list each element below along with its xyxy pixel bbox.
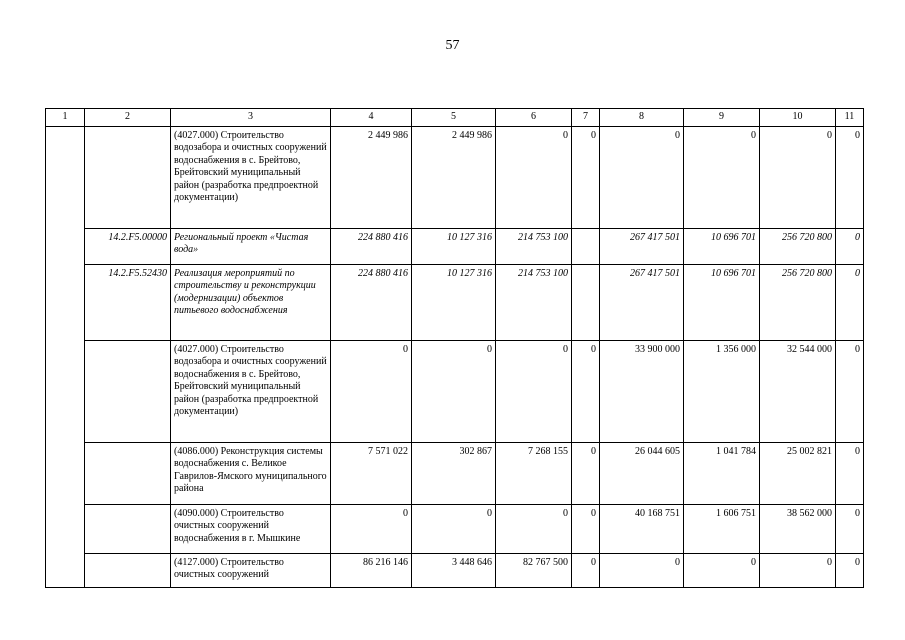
value-cell-9: 1 041 784: [684, 442, 760, 504]
value-cell-9: 1 356 000: [684, 340, 760, 442]
value-cell-9: 1 606 751: [684, 504, 760, 553]
value-cell-11: 0: [836, 504, 864, 553]
value-cell-6: 7 268 155: [496, 442, 572, 504]
value-cell-7: 0: [572, 442, 600, 504]
description-cell: (4027.000) Строительство водозабора и очистных сооружений водоснабжения в с. Брейтово, Брейтовский муниципальный район (разработка предпроектной документации): [171, 126, 331, 228]
value-cell-4: 224 880 416: [331, 228, 412, 264]
table-row: [46, 553, 864, 587]
code-cell: 14.2.F5.00000: [85, 228, 171, 264]
value-cell-8: 33 900 000: [600, 340, 684, 442]
value-cell-9: 10 696 701: [684, 264, 760, 340]
value-cell-11: 0: [836, 340, 864, 442]
value-cell-8: 0: [600, 553, 684, 587]
value-cell-7: 0: [572, 504, 600, 553]
value-cell-8: 40 168 751: [600, 504, 684, 553]
value-cell-9: 0: [684, 126, 760, 228]
code-cell: [85, 340, 171, 442]
column-header-9: 9: [684, 109, 760, 127]
description-cell: (4090.000) Строительство очистных сооружений водоснабжения в г. Мышкине: [171, 504, 331, 553]
code-cell: [85, 126, 171, 228]
table-row: [46, 504, 864, 553]
table-row: [46, 264, 864, 340]
column-header-2: 2: [85, 109, 171, 127]
value-cell-6: 0: [496, 504, 572, 553]
column-header-10: 10: [760, 109, 836, 127]
description-cell: (4027.000) Строительство водозабора и очистных сооружений водоснабжения в с. Брейтово, Брейтовский муниципальный район (разработка предпроектной документации): [171, 340, 331, 442]
value-cell-10: 32 544 000: [760, 340, 836, 442]
value-cell-10: 0: [760, 553, 836, 587]
value-cell-8: 26 044 605: [600, 442, 684, 504]
value-cell-10: 256 720 800: [760, 228, 836, 264]
value-cell-7: 0: [572, 340, 600, 442]
value-cell-5: 10 127 316: [412, 228, 496, 264]
value-cell-11: 0: [836, 126, 864, 228]
description-cell: (4086.000) Реконструкция системы водоснабжения с. Великое Гаврилов-Ямского муниципального района: [171, 442, 331, 504]
row-number-cell: [46, 126, 85, 587]
value-cell-5: 10 127 316: [412, 264, 496, 340]
column-header-6: 6: [496, 109, 572, 127]
value-cell-4: 7 571 022: [331, 442, 412, 504]
value-cell-6: 214 753 100: [496, 228, 572, 264]
value-cell-10: 25 002 821: [760, 442, 836, 504]
value-cell-4: 2 449 986: [331, 126, 412, 228]
value-cell-7: [572, 264, 600, 340]
value-cell-9: 0: [684, 553, 760, 587]
value-cell-5: 2 449 986: [412, 126, 496, 228]
code-cell: 14.2.F5.52430: [85, 264, 171, 340]
value-cell-10: 38 562 000: [760, 504, 836, 553]
value-cell-4: 0: [331, 504, 412, 553]
code-cell: [85, 553, 171, 587]
column-header-11: 11: [836, 109, 864, 127]
value-cell-9: 10 696 701: [684, 228, 760, 264]
budget-table: [45, 108, 864, 588]
table-row: [46, 126, 864, 228]
description-cell: Региональный проект «Чистая вода»: [171, 228, 331, 264]
column-header-4: 4: [331, 109, 412, 127]
value-cell-11: 0: [836, 228, 864, 264]
value-cell-8: 267 417 501: [600, 264, 684, 340]
table-row: [46, 442, 864, 504]
value-cell-8: 0: [600, 126, 684, 228]
value-cell-6: 214 753 100: [496, 264, 572, 340]
description-cell: (4127.000) Строительство очистных сооружений: [171, 553, 331, 587]
value-cell-7: 0: [572, 553, 600, 587]
value-cell-5: 302 867: [412, 442, 496, 504]
column-header-5: 5: [412, 109, 496, 127]
value-cell-8: 267 417 501: [600, 228, 684, 264]
value-cell-5: 0: [412, 340, 496, 442]
value-cell-7: [572, 228, 600, 264]
column-header-7: 7: [572, 109, 600, 127]
value-cell-11: 0: [836, 442, 864, 504]
description-cell: Реализация мероприятий по строительству и реконструкции (модернизации) объектов питьевого водоснабжения: [171, 264, 331, 340]
header-row: [46, 109, 864, 127]
value-cell-10: 256 720 800: [760, 264, 836, 340]
value-cell-10: 0: [760, 126, 836, 228]
value-cell-11: 0: [836, 553, 864, 587]
value-cell-6: 0: [496, 126, 572, 228]
table-row: [46, 228, 864, 264]
column-header-1: 1: [46, 109, 85, 127]
page-number: 57: [445, 38, 460, 53]
value-cell-5: 3 448 646: [412, 553, 496, 587]
value-cell-6: 82 767 500: [496, 553, 572, 587]
value-cell-4: 86 216 146: [331, 553, 412, 587]
value-cell-4: 224 880 416: [331, 264, 412, 340]
code-cell: [85, 504, 171, 553]
code-cell: [85, 442, 171, 504]
value-cell-4: 0: [331, 340, 412, 442]
column-header-3: 3: [171, 109, 331, 127]
value-cell-7: 0: [572, 126, 600, 228]
column-header-8: 8: [600, 109, 684, 127]
value-cell-5: 0: [412, 504, 496, 553]
value-cell-6: 0: [496, 340, 572, 442]
table-row: [46, 340, 864, 442]
value-cell-11: 0: [836, 264, 864, 340]
